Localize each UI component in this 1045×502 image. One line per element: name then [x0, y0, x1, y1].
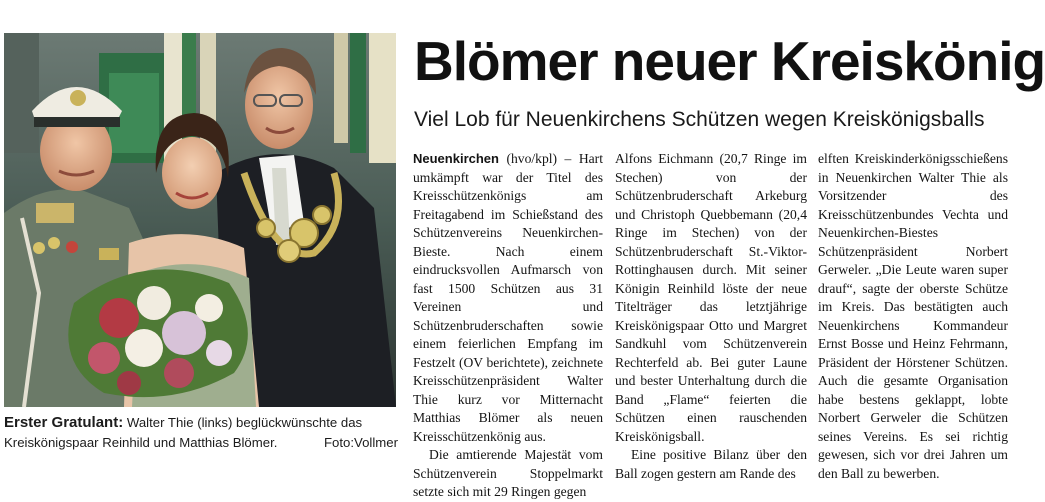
paragraph: Alfons Eichmann (20,7 Ringe im Stechen) von der Schützenbruderschaft Arkeburg und Christoph Quebbemann (20,4 Ringe im Stechen) von der Schützenbruderschaft St.-Viktor-Rottinghausen durch. Mit seiner Königin Reinhild löste der neue Titelträger das letztjährige Kreiskönigspaar Otto und Margret Sandkuhl vom Schützenverein Rechterfeld ab. Bei guter Laune und bester Unterhaltung durch die Band „Flame“ feierten die Schützen einen rauschenden Kreiskönigsball.	[615, 151, 807, 444]
paragraph	[413, 150, 603, 446]
article-column-3	[818, 150, 1008, 481]
paragraph: Die amtierende Majestät vom Schützenverein Stoppelmarkt setzte sich mit 29 Ringen gegen	[413, 447, 603, 499]
dateline: Neuenkirchen	[413, 151, 499, 166]
paragraph: Eine positive Bilanz über den Ball zogen gestern am Rande des	[615, 447, 807, 481]
caption-lead: Erster Gratulant:	[4, 414, 124, 431]
subheadline: Viel Lob für Neuenkirchens Schützen wegen Kreiskönigsballs	[414, 108, 985, 131]
award-photo-icon	[4, 33, 396, 407]
paragraph-text: (hvo/kpl) – Hart umkämpft war der Titel des Kreisschützenkönigs am Freitagabend im Schießstand des Schützenvereins Neuenkirchen-Bieste. Nach einem eindrucksvollen Aufmarsch von fast 1500 Schützen aus 31 Vereinen und Schützenbruderschaften sowie einem feierlichen Empfang im Festzelt (OV berichtete), zeichnete Kreisschützenpräsident Walter Thie kurz vor Mitternacht Matthias Blömer als neuen Kreisschützenkönig aus.	[413, 151, 603, 444]
caption-text-2: Kreiskönigspaar Reinhild und Matthias Blömer.	[4, 434, 278, 450]
photo-credit: Foto:Vollmer	[323, 434, 398, 450]
article-column-2	[615, 150, 807, 481]
caption-text-1: Walter Thie (links) beglückwünschte das	[123, 415, 363, 430]
paragraph: elften Kreiskinderkönigsschießens in Neuenkirchen Walter Thie als Vorsitzender des Kreisschützenbundes Vechta und Neuenkirchen-Biestes Schützenpräsident Norbert Gerweler. „Die Leute waren super drauf“, sagte der oberste Schütze im Kreis. Das bestätigten auch Neuenkirchens Kommandeur Ernst Bosse und Heinz Fehrmann, Präsident der Hörstener Schützen. Auch die gesamte Organisation habe bestens geklappt, lobte Norbert Gerweler die Schützen seines Vereins. Es sei richtig gewesen, sich vor drei Jahren um den Ball zu bewerben.	[818, 151, 1008, 481]
article-column-1	[413, 150, 603, 499]
headline: Blömer neuer Kreiskönig	[414, 30, 1045, 92]
article-photo	[4, 33, 396, 407]
caption-line-2	[4, 433, 398, 453]
photo-caption	[4, 413, 398, 452]
caption-line-1	[4, 413, 398, 433]
